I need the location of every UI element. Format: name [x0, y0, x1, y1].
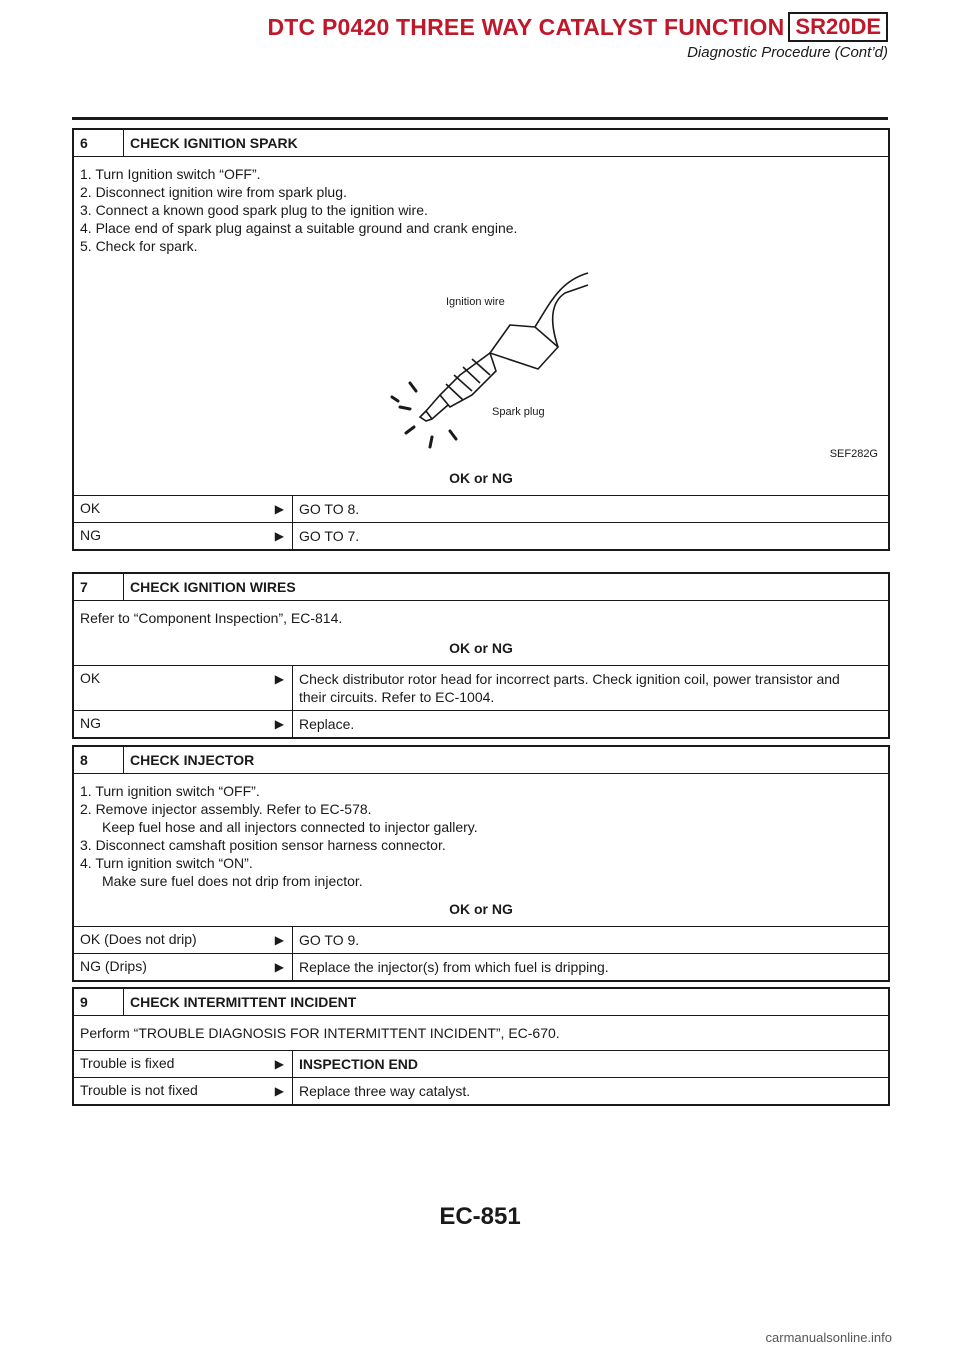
step-9-box	[72, 987, 890, 1106]
result-action-line: Check distributor rotor head for incorrect parts. Check ignition coil, power transistor and	[299, 671, 840, 687]
instruction-line: Make sure fuel does not drip from injector.	[102, 873, 363, 889]
spark-plug-illustration	[80, 263, 884, 463]
result-condition: OK	[80, 670, 101, 686]
label-spark-plug: Spark plug	[492, 406, 545, 418]
step-9-body	[74, 1015, 888, 1050]
ok-ng-prompt: OK or NG	[449, 901, 513, 917]
step-title: CHECK INTERMITTENT INCIDENT	[130, 994, 357, 1010]
result-row-ok	[74, 495, 888, 522]
figure-id: SEF282G	[829, 448, 878, 460]
result-condition: NG	[80, 527, 101, 543]
header-divider	[72, 117, 888, 120]
arrow-right-icon: ▶	[274, 1084, 284, 1098]
watermark: carmanualsonline.info	[765, 1330, 892, 1345]
result-condition: Trouble is not fixed	[80, 1082, 198, 1098]
result-condition: NG (Drips)	[80, 958, 147, 974]
engine-badge: SR20DE	[788, 12, 888, 42]
step-7-box	[72, 572, 890, 739]
page-number: EC-851	[439, 1203, 521, 1230]
step-title: CHECK INJECTOR	[130, 752, 255, 768]
instruction-line: Refer to “Component Inspection”, EC-814.	[80, 610, 343, 626]
step-title: CHECK IGNITION WIRES	[130, 579, 296, 595]
instruction-line: 2. Remove injector assembly. Refer to EC-578.	[80, 801, 372, 817]
result-row-not-fixed	[74, 1077, 888, 1104]
step-number: 8	[74, 747, 124, 773]
instruction-line: Keep fuel hose and all injectors connected to injector gallery.	[102, 819, 478, 835]
page-title: DTC P0420 THREE WAY CATALYST FUNCTION	[267, 13, 785, 40]
result-action: Replace three way catalyst.	[292, 1078, 888, 1104]
step-6-header	[74, 130, 888, 156]
result-action-line: their circuits. Refer to EC-1004.	[299, 689, 495, 705]
result-row-ok	[74, 665, 888, 710]
instruction-line: 3. Disconnect camshaft position sensor harness connector.	[80, 837, 446, 853]
step-6-box	[72, 128, 890, 551]
arrow-right-icon: ▶	[274, 672, 284, 686]
step-6-body	[74, 156, 888, 495]
result-row-fixed	[74, 1050, 888, 1077]
result-action	[292, 666, 888, 710]
arrow-right-icon: ▶	[274, 502, 284, 516]
arrow-right-icon: ▶	[274, 960, 284, 974]
instruction-line: 4. Place end of spark plug against a suitable ground and crank engine.	[80, 220, 518, 236]
step-9-header	[74, 989, 888, 1015]
result-action: GO TO 9.	[292, 927, 888, 953]
ok-ng-prompt: OK or NG	[449, 470, 513, 486]
page-subtitle: Diagnostic Procedure (Cont’d)	[687, 44, 888, 61]
label-ignition-wire: Ignition wire	[446, 296, 505, 308]
step-number: 7	[74, 574, 124, 600]
step-8-body	[74, 773, 888, 926]
instruction-line: 1. Turn Ignition switch “OFF”.	[80, 166, 261, 182]
instruction-line: 1. Turn ignition switch “OFF”.	[80, 783, 260, 799]
result-action: Replace the injector(s) from which fuel is dripping.	[292, 954, 888, 980]
arrow-right-icon: ▶	[274, 1057, 284, 1071]
ok-ng-prompt: OK or NG	[449, 640, 513, 656]
result-action: Replace.	[292, 711, 888, 737]
result-condition: OK (Does not drip)	[80, 931, 197, 947]
result-condition: OK	[80, 500, 101, 516]
step-title: CHECK IGNITION SPARK	[130, 135, 298, 151]
step-8-header	[74, 747, 888, 773]
instruction-line: 3. Connect a known good spark plug to the ignition wire.	[80, 202, 428, 218]
arrow-right-icon: ▶	[274, 933, 284, 947]
spark-plug-figure	[80, 263, 882, 463]
page-header	[268, 12, 889, 42]
result-condition: NG	[80, 715, 101, 731]
result-row-ok	[74, 926, 888, 953]
step-7-body	[74, 600, 888, 665]
instruction-line: 4. Turn ignition switch “ON”.	[80, 855, 253, 871]
instruction-line: Perform “TROUBLE DIAGNOSIS FOR INTERMITTENT INCIDENT”, EC-670.	[80, 1025, 560, 1041]
instruction-line: 5. Check for spark.	[80, 238, 198, 254]
result-row-ng	[74, 953, 888, 980]
result-action: GO TO 7.	[292, 523, 888, 549]
step-7-header	[74, 574, 888, 600]
step-number: 6	[74, 130, 124, 156]
arrow-right-icon: ▶	[274, 529, 284, 543]
step-8-box	[72, 745, 890, 982]
result-action: GO TO 8.	[292, 496, 888, 522]
result-condition: Trouble is fixed	[80, 1055, 175, 1071]
arrow-right-icon: ▶	[274, 717, 284, 731]
result-action: INSPECTION END	[292, 1051, 888, 1077]
instruction-line: 2. Disconnect ignition wire from spark plug.	[80, 184, 347, 200]
result-row-ng	[74, 710, 888, 737]
step-number: 9	[74, 989, 124, 1015]
result-row-ng	[74, 522, 888, 549]
